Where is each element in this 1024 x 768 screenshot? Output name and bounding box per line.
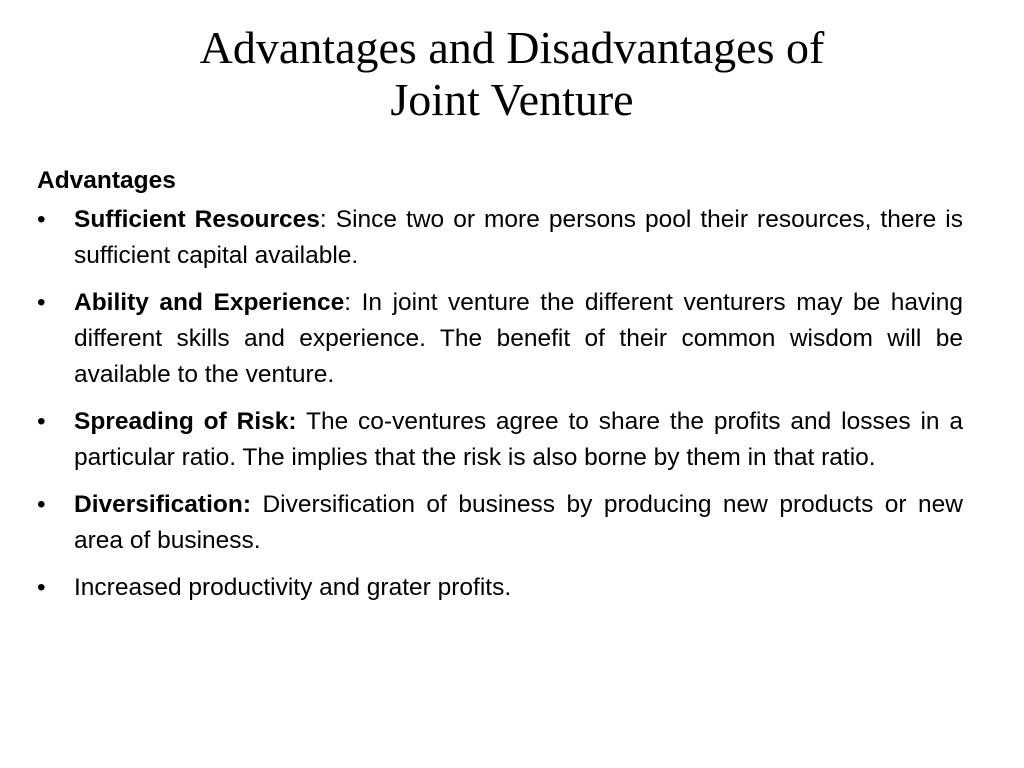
bullet-icon: • [37, 574, 46, 601]
section-heading-advantages: Advantages [37, 167, 176, 194]
item-text: The co-ventures agree to share the profits and losses in a particular ratio. The implies that the risk is also borne by them in that ratio. [74, 408, 963, 471]
slide-title-line-1: Advantages and Disadvantages of [199, 22, 825, 73]
item-text: Diversification of business by producing new products or new area of business. [74, 491, 963, 554]
slide-title [40, 22, 984, 126]
list-item [37, 487, 963, 559]
item-lead: Spreading of Risk: [74, 408, 297, 435]
item-text: In joint venture the different venturers may be having different skills and experience. The benefit of their common wisdom will be available to the venture. [74, 289, 964, 388]
slide-title-line-2: Joint Venture [390, 74, 634, 125]
list-item [37, 570, 963, 606]
slide-body [37, 163, 963, 617]
list-item [37, 285, 963, 393]
bullet-icon: • [37, 491, 46, 518]
item-text: Increased productivity and grater profits. [74, 574, 512, 601]
bullet-icon: • [37, 206, 46, 233]
list-item [37, 202, 963, 274]
item-lead: Sufficient Resources [74, 206, 320, 233]
advantages-list [37, 202, 963, 606]
bullet-icon: • [37, 408, 46, 435]
item-text: Since two or more persons pool their resources, there is sufficient capital available. [74, 206, 963, 269]
item-lead: Ability and Experience [74, 289, 345, 316]
list-item [37, 404, 963, 476]
item-lead: Diversification: [74, 491, 251, 518]
bullet-icon: • [37, 289, 46, 316]
item-separator: : [344, 289, 352, 316]
item-separator: : [319, 206, 327, 233]
